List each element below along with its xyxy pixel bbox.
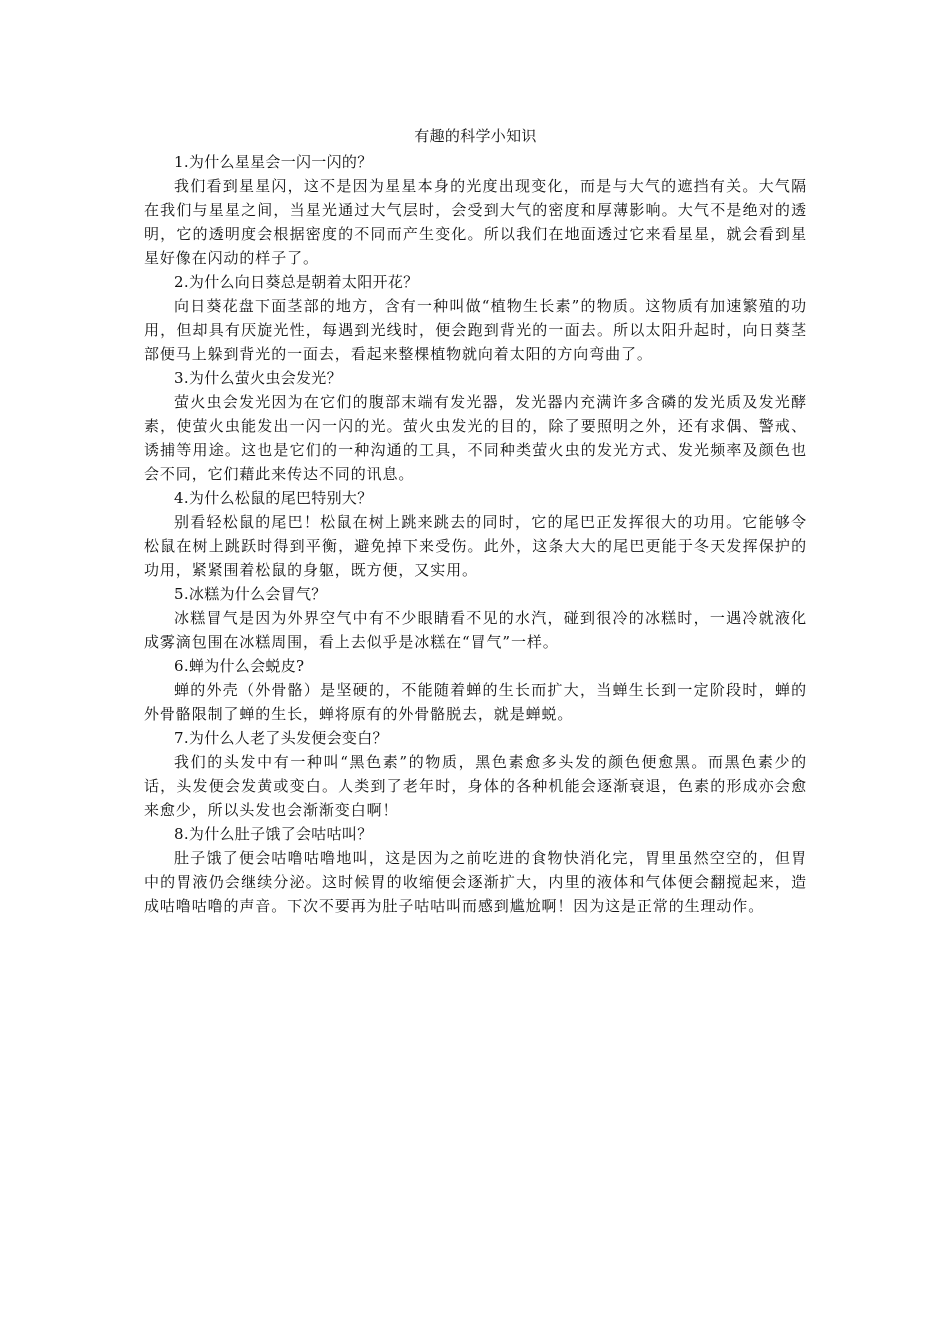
question-8: 8.为什么肚子饿了会咕咕叫？: [174, 825, 373, 843]
question-2: 2.为什么向日葵总是朝着太阳开花？: [174, 273, 419, 291]
answer-5: 冰糕冒气是因为外界空气中有不少眼睛看不见的水汽，碰到很冷的冰糕时，一遇冷就液化成雾滴包围在冰糕周围，看上去似乎是冰糕在“冒气”一样。: [144, 609, 807, 651]
answer-2: 向日葵花盘下面茎部的地方，含有一种叫做“植物生长素”的物质。这物质有加速繁殖的功用，但却具有厌旋光性，每遇到光线时，便会跑到背光的一面去。所以太阳升起时，向日葵茎部便马上躲到背光的一面去，看起来整棵植物就向着太阳的方向弯曲了。: [144, 297, 807, 363]
answer-3: 萤火虫会发光因为在它们的腹部末端有发光器，发光器内充满许多含磷的发光质及发光酵素，使萤火虫能发出一闪一闪的光。萤火虫发光的目的，除了要照明之外，还有求偶、警戒、诱捕等用途。这也是它们的一种沟通的工具，不同种类萤火虫的发光方式、发光频率及颜色也会不同，它们藉此来传达不同的讯息。: [144, 393, 807, 483]
answer-4: 别看轻松鼠的尾巴！松鼠在树上跳来跳去的同时，它的尾巴正发挥很大的功用。它能够令松鼠在树上跳跃时得到平衡，避免掉下来受伤。此外，这条大大的尾巴更能于冬天发挥保护的功用，紧紧围着松鼠的身躯，既方便，又实用。: [144, 513, 807, 579]
answer-7: 我们的头发中有一种叫“黑色素”的物质，黑色素愈多头发的颜色便愈黑。而黑色素少的话，头发便会发黄或变白。人类到了老年时，身体的各种机能会逐渐衰退，色素的形成亦会愈来愈少，所以头发也会渐渐变白啊！: [144, 753, 807, 819]
question-3: 3.为什么萤火虫会发光？: [174, 369, 342, 387]
answer-6: 蝉的外壳（外骨骼）是坚硬的，不能随着蝉的生长而扩大，当蝉生长到一定阶段时，蝉的外骨骼限制了蝉的生长，蝉将原有的外骨骼脱去，就是蝉蜕。: [144, 681, 807, 723]
answer-8: 肚子饿了便会咕噜咕噜地叫，这是因为之前吃进的食物快消化完，胃里虽然空空的，但胃中的胃液仍会继续分泌。这时候胃的收缩便会逐渐扩大，内里的液体和气体便会翻搅起来，造成咕噜咕噜的声音。下次不要再为肚子咕咕叫而感到尴尬啊！因为这是正常的生理动作。: [144, 849, 807, 915]
question-4: 4.为什么松鼠的尾巴特别大？: [174, 489, 373, 507]
question-6: 6.蝉为什么会蜕皮?: [174, 657, 305, 675]
question-5: 5.冰糕为什么会冒气？: [174, 585, 327, 603]
document-page: [144, 124, 807, 918]
document-title: 有趣的科学小知识: [414, 127, 537, 145]
question-7: 7.为什么人老了头发便会变白？: [174, 729, 388, 747]
question-1: 1.为什么星星会一闪一闪的？: [174, 153, 373, 171]
answer-1: 我们看到星星闪，这不是因为星星本身的光度出现变化，而是与大气的遮挡有关。大气隔在我们与星星之间，当星光通过大气层时，会受到大气的密度和厚薄影响。大气不是绝对的透明，它的透明度会根据密度的不同而产生变化。所以我们在地面透过它来看星星，就会看到星星好像在闪动的样子了。: [144, 177, 807, 267]
